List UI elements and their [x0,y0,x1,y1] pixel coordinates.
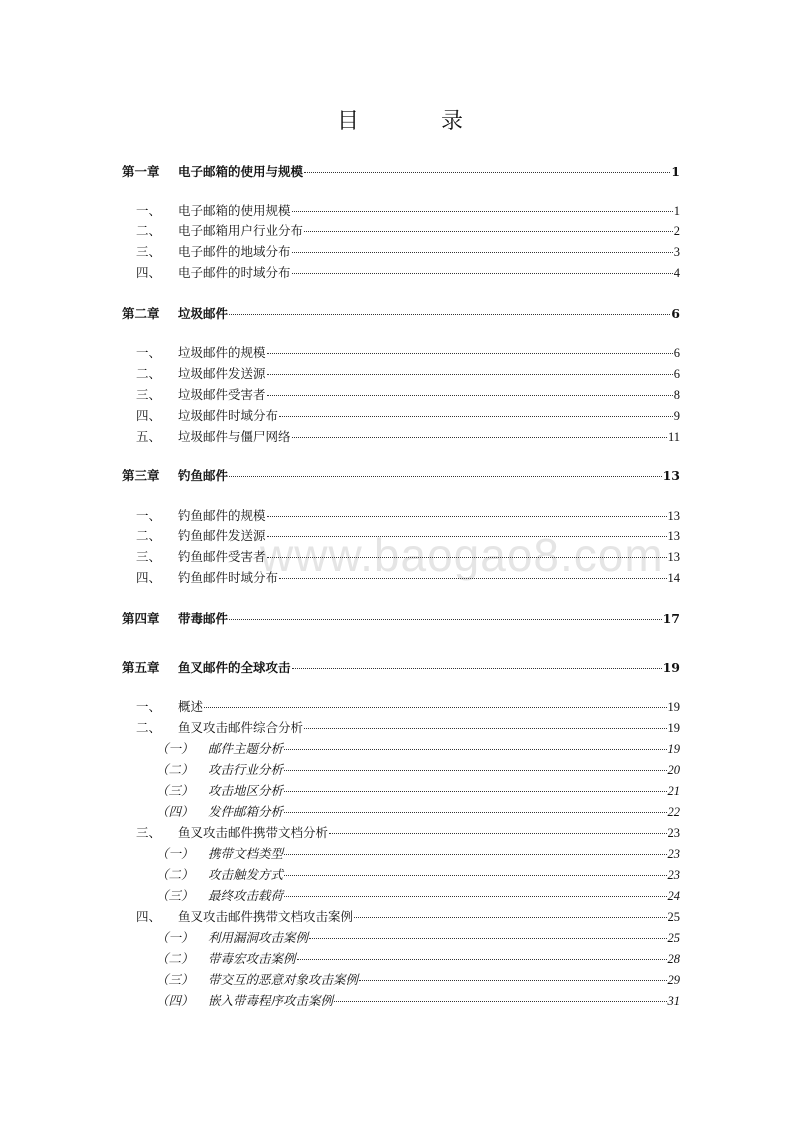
toc-section-entry[interactable] [122,363,680,383]
toc-entry-text: 钓鱼邮件发送源 [178,528,266,543]
toc-entry-label: 第二章 [122,306,160,321]
toc-page-number: 11 [667,430,680,444]
toc-page-number: 6 [673,367,680,381]
toc-page-number: 3 [673,245,680,259]
toc-subsection-entry[interactable] [122,843,680,863]
toc-subsection-entry[interactable] [122,738,680,758]
toc-entry-text: 携带文档类型 [208,846,284,861]
toc-entry-text: 最终攻击载荷 [208,888,284,903]
toc-entry-text: 鱼叉邮件的全球攻击 [178,660,291,675]
toc-entry-label: 五、 [136,429,162,444]
toc-entry-label: 二、 [136,720,162,735]
toc-entry-label: 二、 [136,366,162,381]
toc-page-number: 25 [667,931,680,945]
toc-entry-text: 电子邮箱用户行业分布 [178,223,304,238]
toc-page-number: 19 [667,721,680,735]
toc-leader-dots [354,903,666,918]
toc-entry-text: 垃圾邮件的规模 [178,345,266,360]
toc-entry-label: （二） [156,762,194,777]
toc-leader-dots [292,259,673,274]
toc-leader-dots [267,360,673,375]
toc-leader-dots [279,402,673,417]
toc-entry-text: 垃圾邮件 [178,306,229,321]
toc-entry-text: 钓鱼邮件时域分布 [178,570,279,585]
toc-leader-dots [267,502,667,517]
toc-entry-text: 攻击触发方式 [208,867,284,882]
toc-section-entry[interactable] [122,241,680,261]
toc-entry-text: 钓鱼邮件受害者 [178,549,266,564]
toc-leader-dots [292,238,673,253]
toc-leader-dots [284,882,666,897]
toc-page-number: 4 [673,266,680,280]
toc-leader-dots [267,339,673,354]
toc-leader-dots [329,819,666,834]
toc-entry-label: 三、 [136,825,162,840]
toc-leader-dots [229,605,662,620]
toc-entry-text: 攻击行业分析 [208,762,284,777]
toc-section-entry[interactable] [122,220,680,240]
toc-entry-label: 四、 [136,265,162,280]
toc-leader-dots [334,987,666,1002]
toc-entry-text: 发件邮箱分析 [208,804,284,819]
toc-title: 目 录 [336,109,493,134]
toc-subsection-entry[interactable] [122,780,680,800]
toc-page-number: 13 [662,468,680,483]
toc-entry-text: 鱼叉攻击邮件携带文档分析 [178,825,329,840]
toc-subsection-entry[interactable] [122,885,680,905]
toc-leader-dots [204,693,666,708]
toc-page-number: 9 [673,409,680,423]
toc-subsection-entry[interactable] [122,969,680,989]
toc-page-number: 14 [667,571,680,585]
toc-chapter-entry[interactable] [122,465,680,485]
toc-entry-label: （四） [156,804,194,819]
toc-page-number: 22 [667,805,680,819]
toc-entry-text: 带交互的恶意对象攻击案例 [208,972,359,987]
toc-entry-label: 四、 [136,570,162,585]
toc-entry-text: 电子邮箱的使用规模 [178,203,291,218]
toc-entry-text: 垃圾邮件发送源 [178,366,266,381]
toc-entry-label: 第五章 [122,660,160,675]
toc-page-number: 23 [667,868,680,882]
toc-page-number: 8 [673,388,680,402]
toc-leader-dots [279,564,666,579]
toc-entry-text: 垃圾邮件受害者 [178,387,266,402]
toc-entry-label: （三） [156,888,194,903]
toc-page-number: 20 [667,763,680,777]
toc-page-number: 21 [667,784,680,798]
toc-subsection-entry[interactable] [122,948,680,968]
toc-chapter-entry[interactable] [122,303,680,323]
toc-page-number: 6 [673,346,680,360]
toc-entry-label: 第三章 [122,468,160,483]
toc-section-entry[interactable] [122,717,680,737]
toc-subsection-entry[interactable] [122,801,680,821]
toc-entry-label: 一、 [136,699,162,714]
toc-leader-dots [229,300,670,315]
toc-entry-label: （二） [156,867,194,882]
toc-page-number: 13 [667,509,680,523]
toc-leader-dots [359,966,666,981]
toc-entry-label: 三、 [136,387,162,402]
toc-entry-text: 利用漏洞攻击案例 [208,930,309,945]
toc-leader-dots [267,522,667,537]
toc-entry-label: 一、 [136,345,162,360]
toc-page-number: 1 [673,204,680,218]
toc-entry-label: 三、 [136,244,162,259]
toc-section-entry[interactable] [122,262,680,282]
toc-entry-label: 二、 [136,528,162,543]
toc-page-number: 19 [662,660,680,675]
toc-entry-text: 电子邮件的地域分布 [178,244,291,259]
toc-leader-dots [284,756,666,771]
toc-leader-dots [292,197,673,212]
toc-entry-label: （三） [156,972,194,987]
toc-page-number: 31 [667,994,680,1008]
toc-leader-dots [292,423,667,438]
toc-entry-label: 一、 [136,203,162,218]
toc-page-number: 1 [671,164,680,179]
toc-entry-text: 电子邮件的时域分布 [178,265,291,280]
toc-page-number: 25 [667,910,680,924]
toc-entry-text: 邮件主题分析 [208,741,284,756]
toc-page-number: 23 [667,826,680,840]
toc-section-entry[interactable] [122,546,680,566]
toc-entry-label: （三） [156,783,194,798]
toc-leader-dots [304,714,666,729]
toc-leader-dots [304,217,673,232]
toc-entry-text: 鱼叉攻击邮件携带文档攻击案例 [178,909,354,924]
toc-page-number: 19 [667,700,680,714]
toc-subsection-entry[interactable] [122,927,680,947]
toc-leader-dots [309,924,666,939]
toc-entry-label: （四） [156,993,194,1008]
toc-subsection-entry[interactable] [122,990,680,1010]
toc-entry-text: 钓鱼邮件 [178,468,229,483]
toc-entry-label: 四、 [136,909,162,924]
toc-page-number: 23 [667,847,680,861]
toc-leader-dots [267,543,667,558]
toc-page-number: 24 [667,889,680,903]
toc-page-number: 19 [667,742,680,756]
toc-entry-text: 垃圾邮件与僵尸网络 [178,429,291,444]
toc-section-entry[interactable] [122,384,680,404]
toc-page-number: 13 [667,529,680,543]
toc-entry-label: 二、 [136,223,162,238]
toc-entry-label: 第一章 [122,164,160,179]
watermark: www.baogao8.com [260,529,664,581]
toc-page-number: 13 [667,550,680,564]
toc-page-number: 28 [667,952,680,966]
toc-section-entry[interactable] [122,822,680,842]
toc-section-entry[interactable] [122,906,680,926]
toc-entry-text: 攻击地区分析 [208,783,284,798]
toc-leader-dots [284,798,666,813]
toc-entry-text: 电子邮箱的使用与规模 [178,164,304,179]
toc-section-entry[interactable] [122,405,680,425]
toc-entry-text: 钓鱼邮件的规模 [178,508,266,523]
toc-entry-label: （二） [156,951,194,966]
toc-leader-dots [284,861,666,876]
toc-entry-label: 四、 [136,408,162,423]
toc-entry-label: （一） [156,846,194,861]
toc-section-entry[interactable] [122,342,680,362]
toc-entry-text: 带毒宏攻击案例 [208,951,296,966]
toc-page-number: 29 [667,973,680,987]
toc-entry-label: 第四章 [122,611,160,626]
toc-subsection-entry[interactable] [122,759,680,779]
toc-entry-label: 一、 [136,508,162,523]
toc-entry-label: （一） [156,741,194,756]
toc-leader-dots [297,945,667,960]
toc-leader-dots [284,840,666,855]
toc-entry-text: 带毒邮件 [178,611,229,626]
toc-entry-text: 鱼叉攻击邮件综合分析 [178,720,304,735]
toc-entry-text: 嵌入带毒程序攻击案例 [208,993,334,1008]
toc-leader-dots [284,777,666,792]
toc-page-number: 6 [671,306,680,321]
toc-section-entry[interactable] [122,525,680,545]
toc-leader-dots [267,381,673,396]
toc-section-entry[interactable] [122,426,680,446]
toc-chapter-entry[interactable] [122,161,680,181]
toc-subsection-entry[interactable] [122,864,680,884]
toc-leader-dots [229,462,662,477]
toc-section-entry[interactable] [122,567,680,587]
toc-leader-dots [284,735,666,750]
toc-leader-dots [304,158,670,173]
toc-page-number: 17 [662,611,680,626]
toc-entry-text: 概述 [178,699,204,714]
toc-page-number: 2 [673,224,680,238]
toc-leader-dots [292,654,662,669]
toc-entry-label: 三、 [136,549,162,564]
toc-chapter-entry[interactable] [122,657,680,677]
toc-section-entry[interactable] [122,696,680,716]
toc-chapter-entry[interactable] [122,608,680,628]
toc-entry-text: 垃圾邮件时域分布 [178,408,279,423]
toc-entry-label: （一） [156,930,194,945]
